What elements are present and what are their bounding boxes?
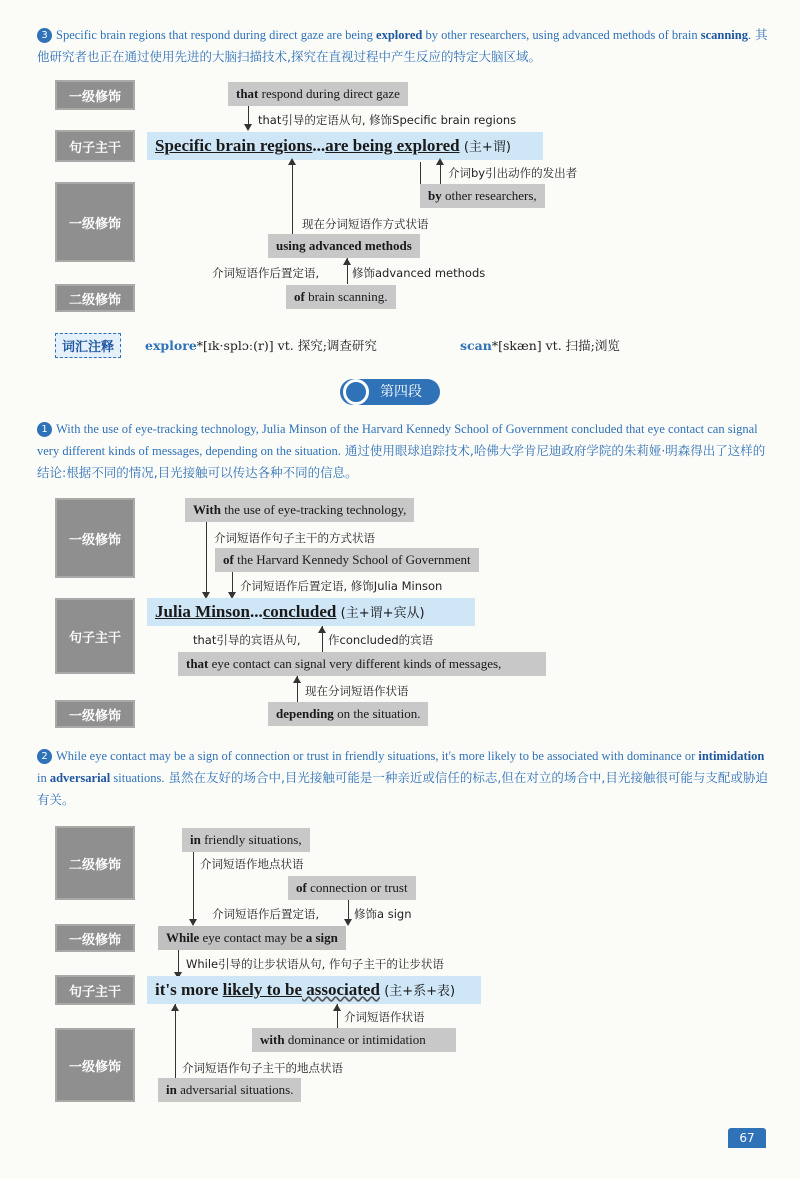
modifier-box: that respond during direct gaze <box>228 82 408 106</box>
label-main-clause: 句子主干 <box>55 975 135 1005</box>
main-clause-box: Julia Minson...concluded (主+谓+宾从) <box>147 598 475 626</box>
sentence-chinese: 其他研究者也正在通过使用先进的大脑扫描技术,探究在直视过程中产生反应的特定大脑区域。 <box>37 27 768 64</box>
annotation: 介词短语作状语 <box>344 1010 425 1024</box>
annotation: that引导的定语从句, 修饰Specific brain regions <box>258 113 517 127</box>
annotation: 介词短语作句子主干的方式状语 <box>214 531 375 545</box>
modifier-box: using advanced methods <box>268 234 420 258</box>
paragraph-2 <box>37 745 772 811</box>
label-second-modifier: 二级修饰 <box>55 826 135 900</box>
modifier-box: While eye contact may be a sign <box>158 926 346 950</box>
modifier-box: depending on the situation. <box>268 702 428 726</box>
sentence-chinese: 通过使用眼球追踪技术,哈佛大学肯尼迪政府学院的朱莉娅·明森得出了这样的结论:根据不同的情况,目光接触可以传达各种不同的信息。 <box>37 443 766 480</box>
modifier-box: with dominance or intimidation <box>252 1028 456 1052</box>
label-first-modifier: 一级修饰 <box>55 182 135 262</box>
label-first-modifier: 一级修饰 <box>55 80 135 110</box>
annotation: that引导的宾语从句, <box>193 633 301 647</box>
annotation: 修饰a sign <box>354 907 412 921</box>
sentence-number-badge: 2 <box>37 749 52 764</box>
modifier-box: of brain scanning. <box>286 285 396 309</box>
sentence-number-badge: 1 <box>37 422 52 437</box>
annotation: 作concluded的宾语 <box>328 633 434 647</box>
label-main-clause: 句子主干 <box>55 130 135 162</box>
sentence-english: While eye contact may be a sign of connection or trust in friendly situations, it's more likely to be associated with dominance or intimidation in adversarial situations. <box>37 749 765 785</box>
page-number: 67 <box>728 1128 766 1148</box>
vocab-label: 词汇注释 <box>55 333 121 358</box>
sentence-chinese: 虽然在友好的场合中,目光接触可能是一种亲近或信任的标志,但在对立的场合中,目光接触很可能与支配或胁迫有关。 <box>37 770 768 807</box>
label-main-clause: 句子主干 <box>55 598 135 674</box>
sentence-english: With the use of eye-tracking technology, Julia Minson of the Harvard Kennedy School of Government concluded that eye contact can signal very different kinds of messages, depending on the situation. <box>37 422 758 458</box>
annotation: 介词短语作后置定语, 修饰Julia Minson <box>240 579 443 593</box>
annotation: 介词by引出动作的发出者 <box>448 166 578 180</box>
sentence-english: Specific brain regions that respond during direct gaze are being explored by other researchers, using advanced methods of brain scanning. <box>56 28 752 42</box>
main-clause-box: it's more likely to be associated (主+系+表) <box>147 976 481 1004</box>
section-header: 第四段 <box>340 379 440 405</box>
vocab-entry: explore*[ɪk·splɔː(r)] vt. 探究;调查研究 <box>145 338 377 353</box>
label-first-modifier: 一级修饰 <box>55 498 135 578</box>
vocab-entry: scan*[skæn] vt. 扫描;浏览 <box>460 338 620 353</box>
label-first-modifier: 一级修饰 <box>55 1028 135 1102</box>
modifier-box: With the use of eye-tracking technology, <box>185 498 414 522</box>
annotation: While引导的让步状语从句, 作句子主干的让步状语 <box>186 957 444 971</box>
paragraph-1 <box>37 418 772 484</box>
search-icon <box>343 379 369 405</box>
annotation: 介词短语作后置定语, <box>212 266 320 280</box>
modifier-box: of the Harvard Kennedy School of Government <box>215 548 479 572</box>
modifier-box: by other researchers, <box>420 184 545 208</box>
label-second-modifier: 二级修饰 <box>55 284 135 312</box>
label-first-modifier: 一级修饰 <box>55 700 135 728</box>
annotation: 现在分词短语作状语 <box>305 684 409 698</box>
modifier-box: in friendly situations, <box>182 828 310 852</box>
label-first-modifier: 一级修饰 <box>55 924 135 952</box>
sentence-number-badge: 3 <box>37 28 52 43</box>
annotation: 修饰advanced methods <box>352 266 486 280</box>
annotation: 介词短语作句子主干的地点状语 <box>182 1061 343 1075</box>
annotation: 介词短语作地点状语 <box>200 857 304 871</box>
modifier-box: in adversarial situations. <box>158 1078 301 1102</box>
main-clause-box: Specific brain regions...are being explored (主+谓) <box>147 132 543 160</box>
annotation: 介词短语作后置定语, <box>212 907 320 921</box>
annotation: 现在分词短语作方式状语 <box>302 217 429 231</box>
paragraph-3 <box>37 24 772 68</box>
modifier-box: of connection or trust <box>288 876 416 900</box>
modifier-box: that eye contact can signal very different kinds of messages, <box>178 652 546 676</box>
